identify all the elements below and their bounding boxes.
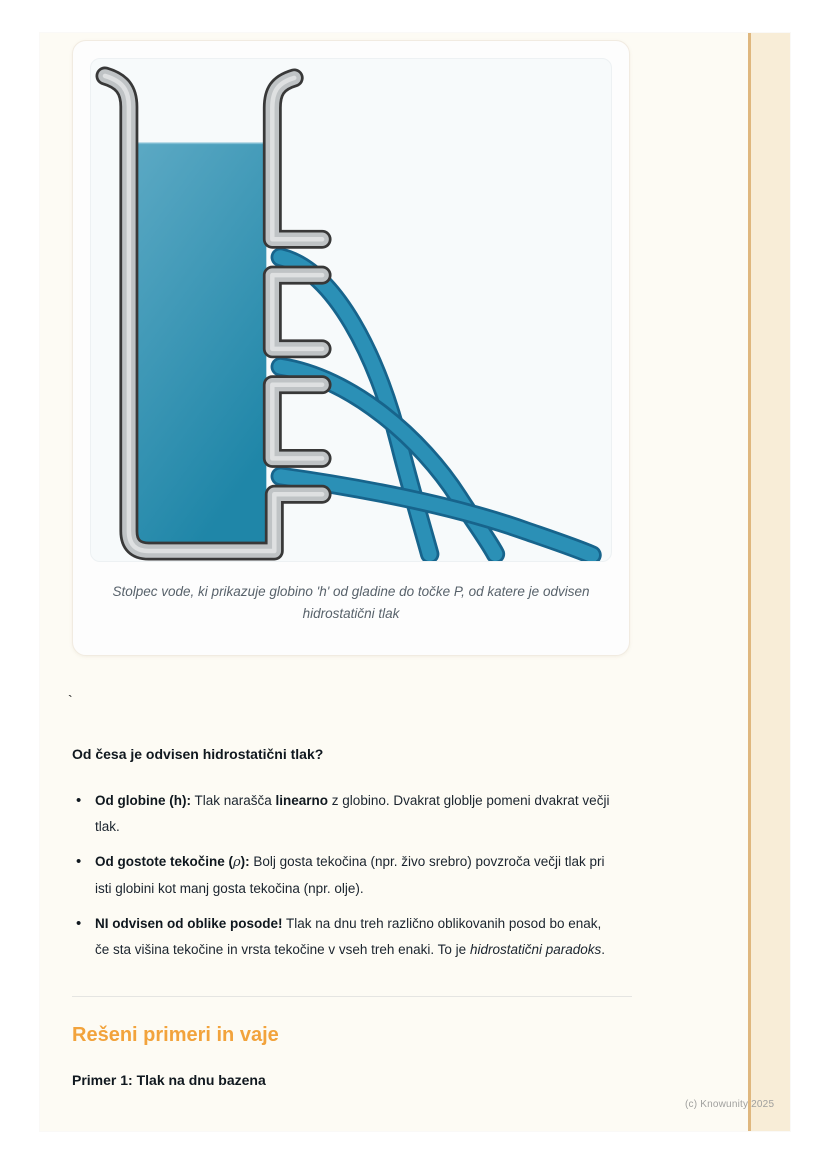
text-segment: linearno	[275, 793, 329, 808]
question-heading: Od česa je odvisen hidrostatični tlak?	[72, 746, 324, 762]
text-segment: Od globine (h):	[95, 793, 191, 808]
figure-caption: Stolpec vode, ki prikazuje globino 'h' od gladine do točke P, od katere je odvisen hidrostatični tlak	[112, 584, 590, 621]
right-wall-bracket-lower	[272, 385, 322, 459]
stray-backtick: `	[68, 692, 73, 708]
bullet-list	[72, 788, 632, 972]
section-heading: Rešeni primeri in vaje	[72, 1024, 279, 1046]
text-segment: .	[601, 942, 606, 957]
text-segment: Tlak na dnu treh različno oblikovanih posod bo enak, če sta višina tekočine in vrsta tekočine v vseh treh enaki. To je	[95, 916, 602, 957]
text-segment: Bolj gosta tekočina (npr. živo srebro) povzroča večji tlak pri isti globini kot manj gosta tekočina (npr. olje).	[95, 854, 605, 896]
list-item	[72, 788, 614, 840]
watermark: (c) Knowunity 2025	[685, 1099, 775, 1110]
list-item	[72, 849, 614, 902]
list-item	[72, 911, 614, 963]
water-body	[135, 143, 266, 553]
text-segment: ρ	[233, 855, 241, 870]
figure-card	[72, 40, 630, 656]
water-jets	[280, 257, 592, 555]
right-wall-top-segment	[272, 78, 322, 239]
text-segment: ):	[240, 854, 250, 869]
water-column-svg	[91, 59, 611, 561]
page-edge-stripe	[748, 33, 790, 1131]
example-heading: Primer 1: Tlak na dnu bazena	[72, 1072, 266, 1088]
section-divider	[72, 996, 632, 997]
text-segment: z globino. Dvakrat globlje pomeni dvakrat večji tlak.	[95, 793, 610, 834]
text-segment: hidrostatični paradoks	[469, 942, 602, 957]
document-page	[40, 33, 790, 1131]
text-segment: Od gostote tekočine (	[95, 854, 234, 869]
text-segment: Tlak narašča	[190, 793, 276, 808]
text-segment: NI odvisen od oblike posode!	[95, 916, 283, 931]
water-column-illustration	[90, 58, 612, 562]
